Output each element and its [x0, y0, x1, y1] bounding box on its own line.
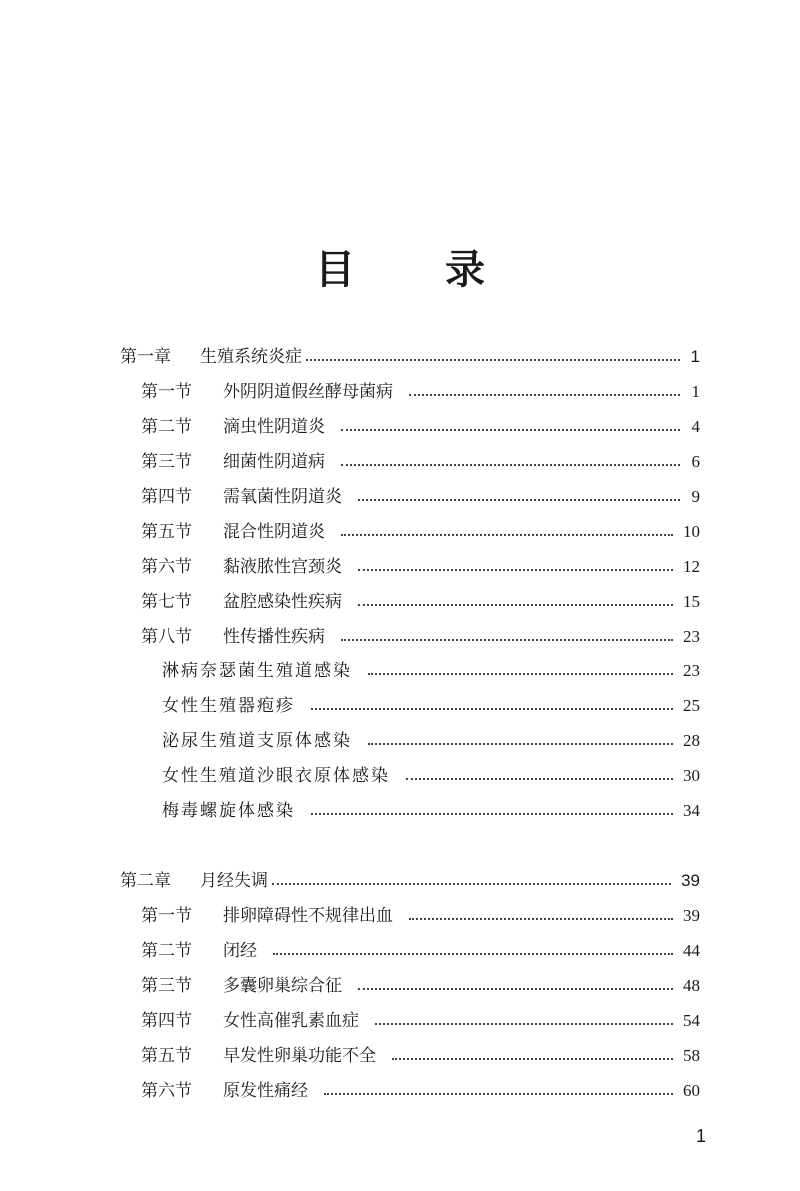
toc-entry-number: 第六节	[141, 1081, 192, 1101]
toc-entry-title: 闭经	[223, 941, 257, 961]
toc-dot-leader	[375, 1017, 673, 1025]
toc-entry-number: 第四节	[141, 1011, 192, 1031]
toc-entry-page: 39	[681, 871, 700, 890]
toc-entry-page: 9	[691, 487, 700, 506]
toc-entry-label	[141, 552, 342, 582]
toc-entry-number: 第三节	[141, 452, 192, 472]
toc-entry-label	[162, 726, 352, 756]
toc-entry-title: 性传播性疾病	[223, 627, 325, 647]
toc-entry[interactable]	[0, 342, 800, 372]
toc-entry-page: 1	[690, 347, 700, 366]
toc-entry-number: 第八节	[141, 627, 192, 647]
toc-entry[interactable]	[0, 866, 800, 896]
toc-entry[interactable]	[0, 901, 800, 931]
toc-dot-leader	[311, 702, 673, 710]
toc-entry[interactable]	[0, 726, 800, 756]
toc-entry-title: 梅毒螺旋体感染	[162, 801, 295, 821]
toc-entry[interactable]	[0, 552, 800, 582]
toc-entry-title: 生殖系统炎症	[200, 347, 302, 367]
toc-entry-title: 早发性卵巢功能不全	[223, 1046, 376, 1066]
toc-entry-number: 第一节	[141, 906, 192, 926]
toc-dot-leader	[341, 458, 680, 466]
toc-entry-page: 58	[683, 1046, 700, 1065]
toc-entry[interactable]	[0, 796, 800, 826]
toc-entry-page: 60	[683, 1081, 700, 1100]
toc-entry-label	[162, 656, 352, 686]
toc-entry-number: 第二节	[141, 941, 192, 961]
toc-entry-label	[162, 761, 390, 791]
toc-dot-leader	[358, 598, 673, 606]
toc-entry-label	[141, 482, 342, 512]
toc-entry-page: 54	[683, 1011, 700, 1030]
toc-entry-page: 44	[683, 941, 700, 960]
toc-entry-label	[141, 622, 325, 652]
toc-entry[interactable]	[0, 447, 800, 477]
toc-entry-page: 6	[691, 452, 700, 471]
toc-entry-page: 10	[683, 522, 700, 541]
toc-entry-page: 12	[683, 557, 700, 576]
toc-dot-leader	[341, 633, 673, 641]
toc-entry[interactable]	[0, 691, 800, 721]
toc-dot-leader	[341, 423, 680, 431]
toc-dot-leader	[341, 528, 673, 536]
toc-entry-page: 30	[683, 766, 700, 785]
toc-entry[interactable]	[0, 587, 800, 617]
toc-entry-number: 第五节	[141, 522, 192, 542]
toc-entry[interactable]	[0, 517, 800, 547]
toc-entry[interactable]	[0, 1076, 800, 1106]
toc-entry-number: 第二节	[141, 417, 192, 437]
toc-entry-title: 外阴阴道假丝酵母菌病	[223, 382, 393, 402]
toc-entry-title: 混合性阴道炎	[223, 522, 325, 542]
toc-entry-page: 39	[683, 906, 700, 925]
toc-dot-leader	[409, 388, 680, 396]
toc-entry-title: 黏液脓性宫颈炎	[223, 557, 342, 577]
toc-entry-title: 排卵障碍性不规律出血	[223, 906, 393, 926]
toc-entry-page: 34	[683, 801, 700, 820]
toc-entry[interactable]	[0, 936, 800, 966]
toc-dot-leader	[273, 947, 673, 955]
toc-entry-number: 第五节	[141, 1046, 192, 1066]
toc-entry-page: 15	[683, 592, 700, 611]
toc-dot-leader	[409, 912, 673, 920]
toc-entry-label	[141, 377, 393, 407]
toc-dot-leader	[358, 563, 673, 571]
toc-entry-title: 淋病奈瑟菌生殖道感染	[162, 661, 352, 681]
toc-entry-label	[120, 342, 302, 372]
toc-dot-leader	[358, 493, 680, 501]
toc-entry-title: 女性生殖道沙眼衣原体感染	[162, 766, 390, 786]
toc-entry-page: 23	[683, 627, 700, 646]
toc-entry-title: 原发性痛经	[223, 1081, 308, 1101]
toc-dot-leader	[306, 353, 680, 361]
toc-entry-number: 第七节	[141, 592, 192, 612]
toc-dot-leader	[368, 737, 673, 745]
toc-entry-label	[141, 971, 342, 1001]
toc-entry[interactable]	[0, 761, 800, 791]
toc-entry[interactable]	[0, 971, 800, 1001]
page-number: 1	[695, 1126, 706, 1146]
toc-dot-leader	[368, 667, 673, 675]
toc-entry-number: 第三节	[141, 976, 192, 996]
toc-entry-title: 细菌性阴道病	[223, 452, 325, 472]
toc-entry-label	[120, 866, 268, 896]
toc-dot-leader	[272, 877, 671, 885]
toc-entry[interactable]	[0, 656, 800, 686]
toc-entry-title: 需氧菌性阴道炎	[223, 487, 342, 507]
toc-entry-page: 28	[683, 731, 700, 750]
toc-entry[interactable]	[0, 622, 800, 652]
toc-entry-label	[141, 1006, 359, 1036]
toc-entry[interactable]	[0, 482, 800, 512]
toc-entry-label	[141, 517, 325, 547]
toc-entry-number: 第一节	[141, 382, 192, 402]
toc-entry-label	[162, 691, 295, 721]
toc-entry-number: 第六节	[141, 557, 192, 577]
toc-entry-title: 盆腔感染性疾病	[223, 592, 342, 612]
toc-entry-title: 女性高催乳素血症	[223, 1011, 359, 1031]
toc-entry-number: 第一章	[120, 347, 171, 367]
toc-entry-page: 4	[691, 417, 700, 436]
toc-entry-page: 1	[691, 382, 700, 401]
toc-entry[interactable]	[0, 1041, 800, 1071]
toc-entry-label	[141, 901, 393, 931]
toc-entry-label	[162, 796, 295, 826]
toc-entry-page: 25	[683, 696, 700, 715]
toc-entry-title: 泌尿生殖道支原体感染	[162, 731, 352, 751]
toc-entry-page: 23	[683, 661, 700, 680]
toc-entry-label	[141, 447, 325, 477]
toc-dot-leader	[392, 1052, 673, 1060]
toc-entry-title: 女性生殖器疱疹	[162, 696, 295, 716]
toc-dot-leader	[311, 807, 673, 815]
toc-dot-leader	[358, 982, 673, 990]
toc-dot-leader	[324, 1087, 673, 1095]
toc-entry-title: 多囊卵巢综合征	[223, 976, 342, 996]
toc-entry-title: 月经失调	[200, 871, 268, 891]
toc-entry-label	[141, 412, 325, 442]
toc-entry-label	[141, 936, 257, 966]
toc-entry[interactable]	[0, 1006, 800, 1036]
page-title: 目 录	[315, 246, 523, 293]
toc-entry-number: 第二章	[120, 871, 171, 891]
toc-dot-leader	[406, 772, 673, 780]
toc-entry[interactable]	[0, 377, 800, 407]
toc-entry-label	[141, 587, 342, 617]
toc-entry-number: 第四节	[141, 487, 192, 507]
toc-entry-label	[141, 1041, 376, 1071]
toc-entry-title: 滴虫性阴道炎	[223, 417, 325, 437]
toc-entry-page: 48	[683, 976, 700, 995]
toc-entry[interactable]	[0, 412, 800, 442]
toc-entry-label	[141, 1076, 308, 1106]
